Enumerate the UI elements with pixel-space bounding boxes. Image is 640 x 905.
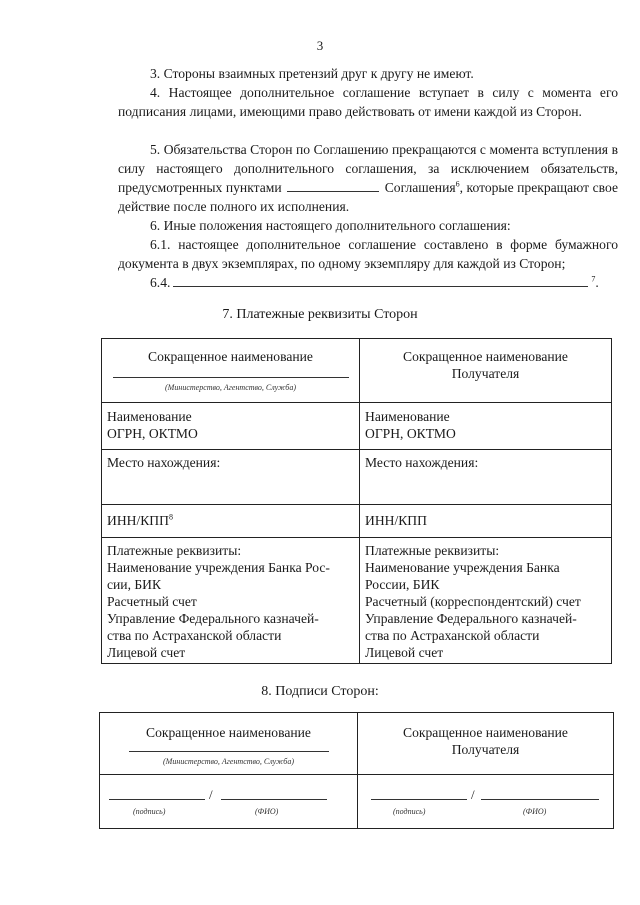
recipient-slash: / (471, 787, 475, 802)
payer-signature-line (109, 789, 205, 800)
payer-caption: (Министерство, Агентство, Служба) (165, 383, 296, 392)
recipient-sign-label: Получателя (451, 742, 520, 757)
recipient-inn-label: ИНН/КПП (365, 513, 427, 528)
paragraph-5-tail: , которые прекращают свое действие после полного их исполнения. (118, 180, 618, 214)
recipient-bank-line: Лицевой счет (365, 645, 444, 660)
paragraph-6-4-label: 6.4. (150, 275, 171, 290)
payer-name-line (113, 371, 349, 378)
paragraph-6: 6. Иные положения настоящего дополнительного соглашения: (150, 218, 511, 233)
recipient-location-label: Место нахождения: (365, 455, 479, 470)
payer-name-label: Наименование (107, 409, 192, 424)
recipient-fio-line (481, 789, 599, 800)
payer-name-cell (102, 403, 360, 450)
payer-short-name-label: Сокращенное наименование (148, 349, 313, 364)
payer-bank-line: Наименование учреждения Банка Рос- (107, 560, 330, 575)
payer-bank-line: Платежные реквизиты: (107, 543, 242, 558)
recipient-location-cell (360, 450, 612, 505)
payer-inn-cell (102, 505, 360, 538)
section-8-title: 8. Подписи Сторон: (261, 684, 379, 699)
payer-ogrn-label: ОГРН, ОКТМО (107, 426, 198, 441)
recipient-inn-cell (360, 505, 612, 538)
payer-signature-caption: (подпись) (133, 807, 166, 816)
payer-fio-caption: (ФИО) (255, 807, 279, 816)
recipient-signature-cell (358, 775, 614, 829)
recipient-fio-caption: (ФИО) (523, 807, 547, 816)
payer-sign-name-line (129, 745, 329, 752)
recipient-bank-cell (360, 538, 612, 664)
recipient-bank-line: Управление Федерального казначей- (365, 611, 577, 626)
recipient-sign-short-name-label: Сокращенное наименование (403, 725, 568, 740)
payer-bank-cell (102, 538, 360, 664)
footnote-7: 7 (591, 274, 596, 284)
paragraph-6-4 (118, 273, 618, 292)
paragraph-4: 4. Настоящее дополнительное соглашение вступает в силу с момента его подписания лицами, имеющими право действовать от имени каждой из Сторон. (118, 85, 618, 119)
clause-numbers-blank (287, 179, 379, 192)
footnote-6: 6 (455, 179, 460, 189)
signatures-table (99, 712, 614, 829)
paragraph-5-text: 5. Обязательства Сторон по Соглашению прекращаются с момента вступления в силу настоящего дополнительного соглашения, за исключением обязательств, предусмотренных пунктами (118, 142, 618, 195)
recipient-header-cell (360, 339, 612, 403)
payer-sign-caption: (Министерство, Агентство, Служба) (163, 757, 294, 766)
payer-bank-line: Лицевой счет (107, 645, 186, 660)
recipient-signature-caption: (подпись) (393, 807, 426, 816)
payer-signature-header-cell (100, 713, 358, 775)
recipient-bank-line: России, БИК (365, 577, 440, 592)
payer-location-cell (102, 450, 360, 505)
recipient-bank-line: ства по Астраханской области (365, 628, 540, 643)
recipient-short-name-label: Сокращенное наименование (403, 349, 568, 364)
recipient-name-label: Наименование (365, 409, 450, 424)
payer-inn-label: ИНН/КПП (107, 513, 169, 528)
payer-bank-line: сии, БИК (107, 577, 162, 592)
recipient-bank-line: Расчетный (корреспондентский) счет (365, 594, 581, 609)
recipient-name-cell (360, 403, 612, 450)
payer-bank-line: ства по Астраханской области (107, 628, 282, 643)
recipient-bank-line: Платежные реквизиты: (365, 543, 500, 558)
paragraph-6-1: 6.1. настоящее дополнительное соглашение составлено в форме бумажного документа в двух экземплярах, по одному экземпляру для каждой из Сторон; (118, 237, 618, 271)
payment-details-table (101, 338, 612, 664)
recipient-bank-line: Наименование учреждения Банка (365, 560, 560, 575)
paragraph-6-4-blank (173, 274, 588, 287)
page-number: 3 (316, 38, 324, 53)
paragraph-5-agreement: Соглашения (384, 180, 456, 195)
payer-sign-short-name-label: Сокращенное наименование (146, 725, 311, 740)
payer-bank-line: Управление Федерального казначей- (107, 611, 319, 626)
recipient-label: Получателя (451, 366, 520, 381)
section-7-title: 7. Платежные реквизиты Сторон (222, 307, 418, 322)
payer-signature-cell (100, 775, 358, 829)
paragraph-3: 3. Стороны взаимных претензий друг к другу не имеют. (150, 66, 474, 81)
recipient-ogrn-label: ОГРН, ОКТМО (365, 426, 456, 441)
payer-location-label: Место нахождения: (107, 455, 221, 470)
footnote-8: 8 (168, 512, 173, 522)
paragraph-6-4-end: . (595, 275, 599, 290)
payer-bank-line: Расчетный счет (107, 594, 197, 609)
payer-header-cell (102, 339, 360, 403)
payer-fio-line (221, 789, 327, 800)
payer-slash: / (209, 787, 213, 802)
recipient-signature-line (371, 789, 467, 800)
recipient-signature-header-cell (358, 713, 614, 775)
paragraph-5 (118, 140, 618, 216)
